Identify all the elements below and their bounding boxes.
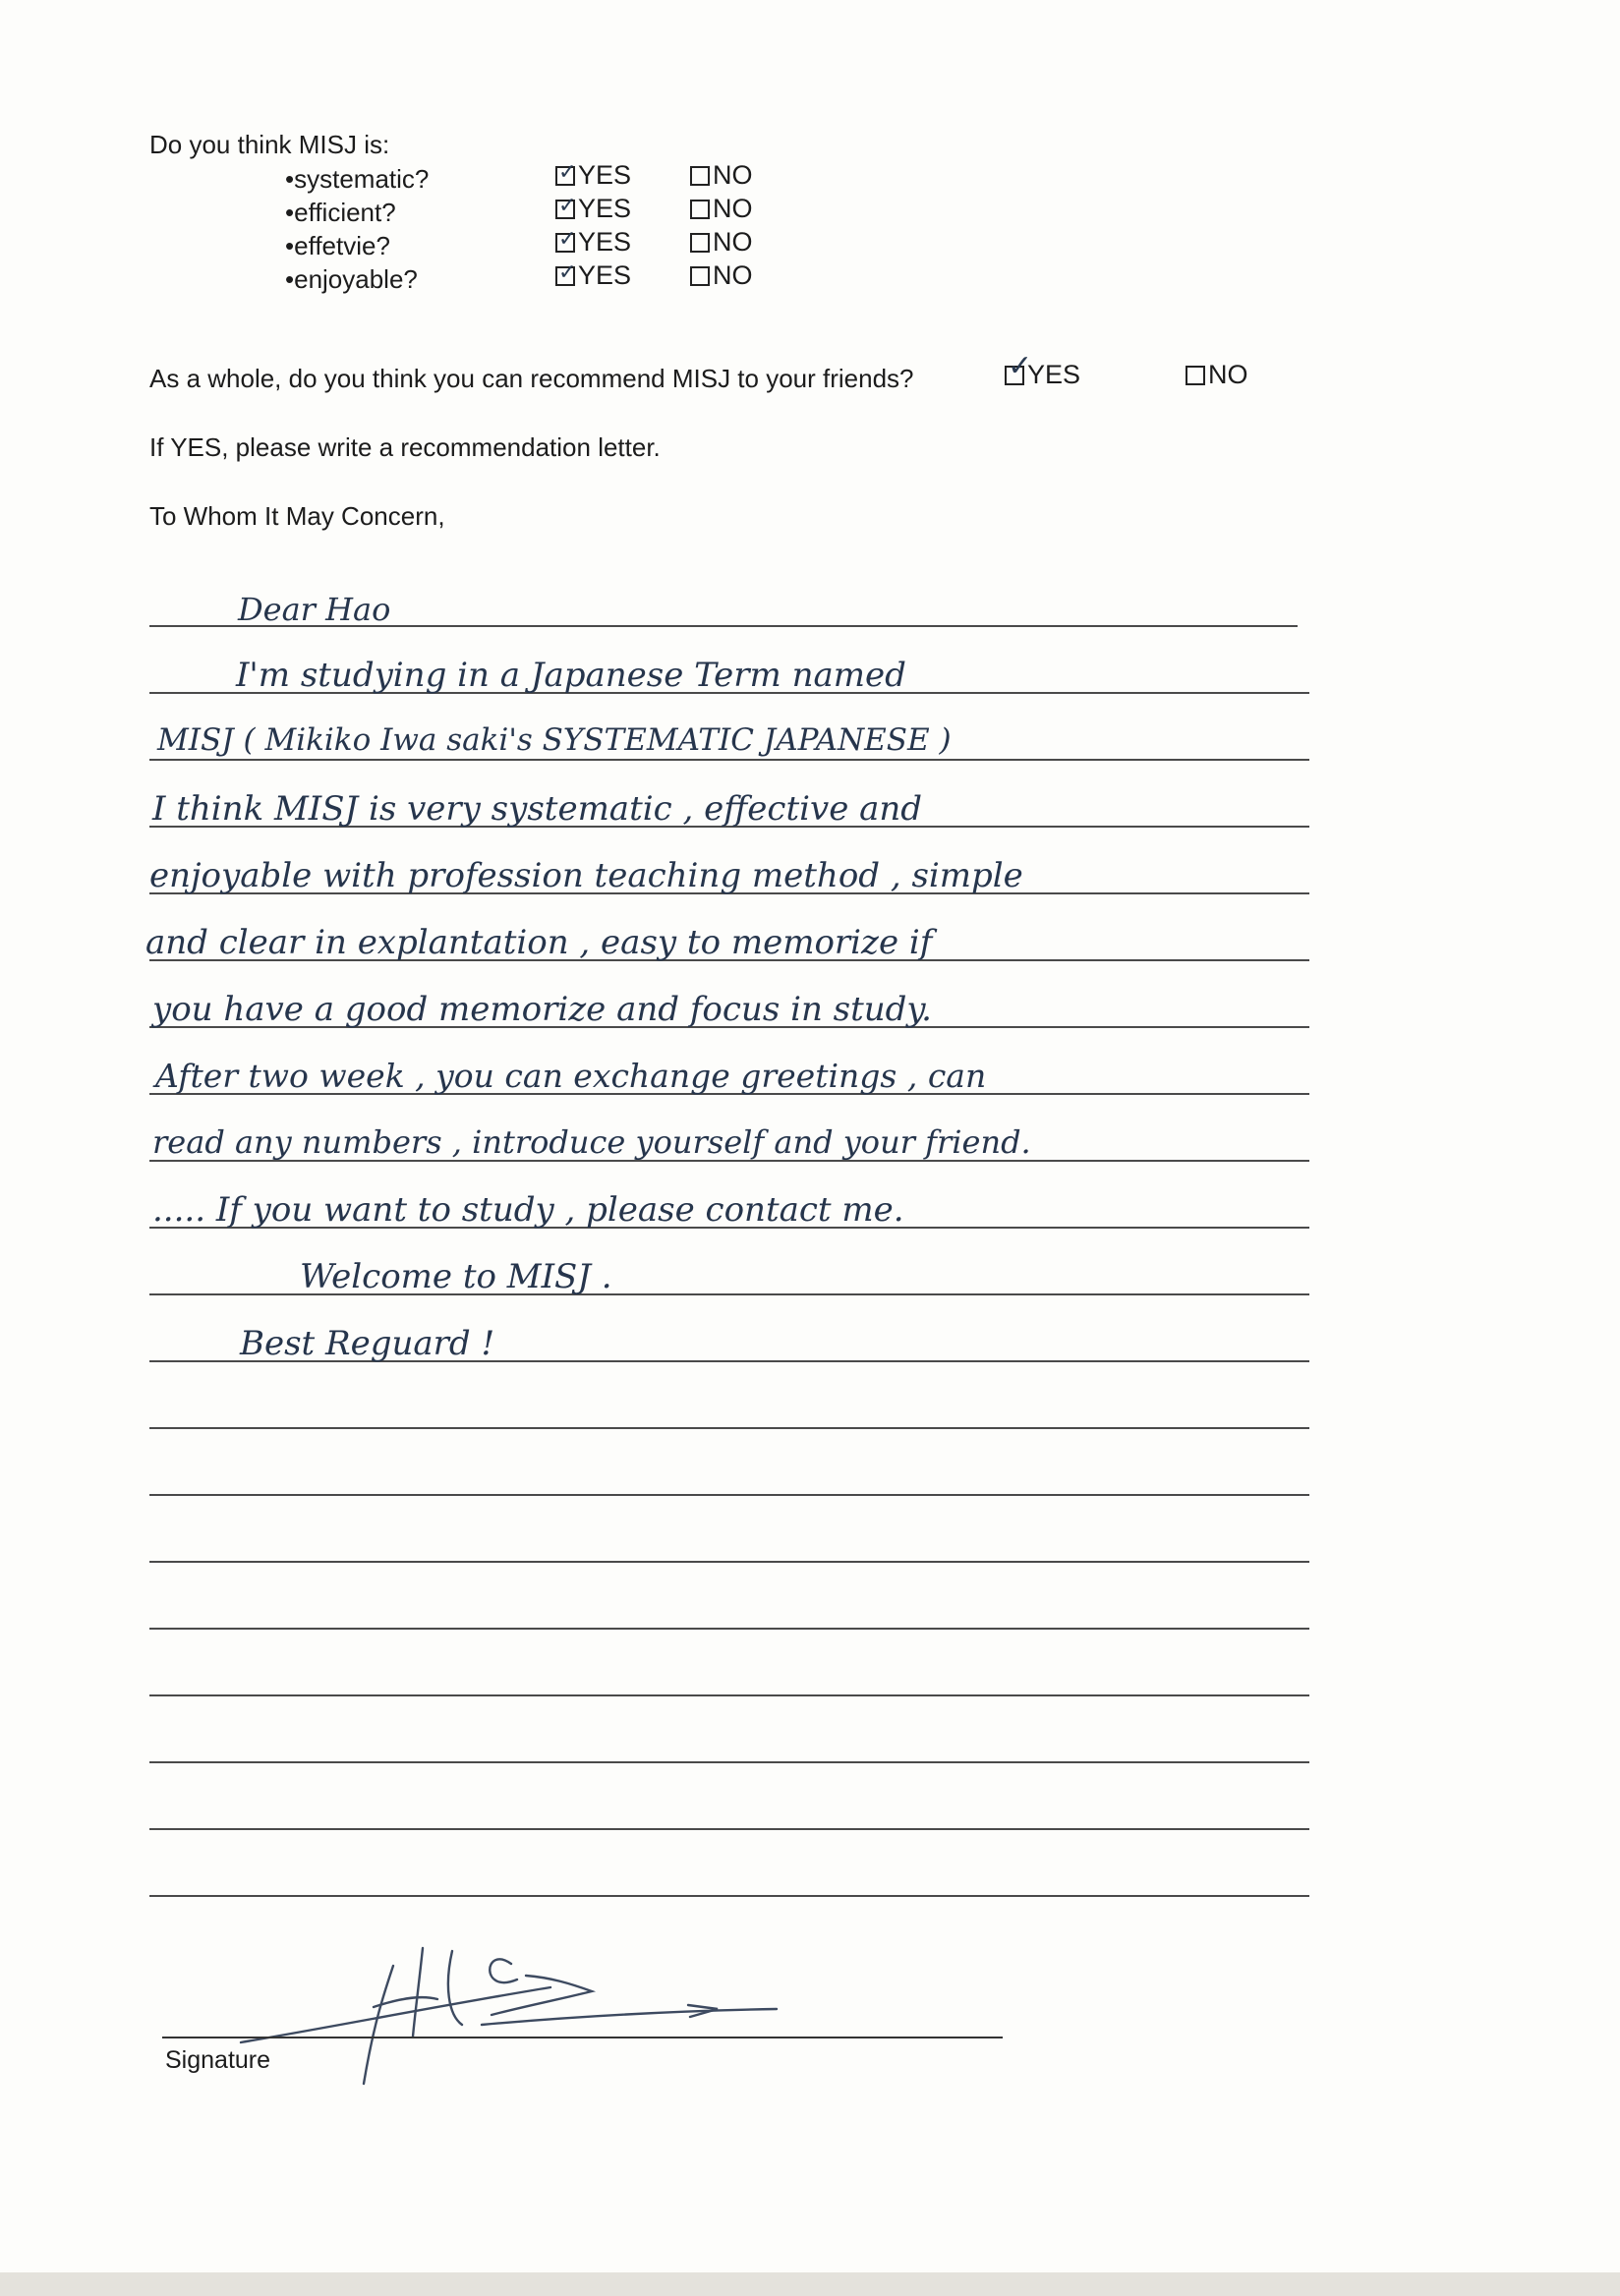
letter-line: you have a good memorize and focus in study. — [152, 990, 932, 1029]
recommend-no-option[interactable] — [1186, 360, 1248, 390]
yes-label: YES — [578, 160, 632, 190]
question-label: •systematic? — [285, 164, 430, 194]
recommend-question: As a whole, do you think you can recommend MISJ to your friends? — [149, 364, 914, 393]
scan-bottom-edge — [0, 2272, 1620, 2296]
checkbox-checked[interactable] — [555, 159, 577, 186]
yes-label: YES — [1027, 360, 1081, 389]
checkbox-unchecked[interactable] — [690, 266, 710, 286]
rule-line — [149, 1494, 1309, 1496]
letter-line: After two week , you can exchange greetings , can — [155, 1057, 987, 1095]
recommend-yes-option[interactable] — [1005, 348, 1081, 390]
checkbox-unchecked[interactable] — [1186, 366, 1205, 385]
no-option[interactable] — [690, 260, 753, 291]
checkbox-checked[interactable] — [555, 226, 577, 253]
checkbox-checked[interactable] — [1005, 348, 1033, 385]
rule-line — [149, 1561, 1309, 1563]
signature-line — [162, 2037, 1003, 2038]
letter-line: Best Reguard ! — [240, 1324, 495, 1363]
no-label: NO — [713, 260, 753, 290]
checkbox-checked[interactable] — [555, 259, 577, 286]
letter-line: Dear Hao — [238, 591, 391, 628]
rule-line — [149, 1628, 1309, 1630]
check-mark-icon: ✓ — [558, 259, 577, 285]
yes-option[interactable] — [555, 194, 631, 224]
letter-line: MISJ ( Mikiko Iwa saki's SYSTEMATIC JAPANESE ) — [157, 722, 952, 758]
no-option[interactable] — [690, 160, 753, 191]
rule-line — [149, 1895, 1309, 1897]
question-label: •effetvie? — [285, 231, 390, 260]
rule-line — [149, 1694, 1309, 1696]
no-label: NO — [713, 227, 753, 257]
letter-line: and clear in explantation , easy to memorize if — [145, 923, 933, 962]
signature-label: Signature — [165, 2046, 271, 2074]
check-mark-icon: ✓ — [558, 226, 577, 252]
letter-line: I think MISJ is very systematic , effective and — [152, 789, 923, 829]
yes-option[interactable] — [555, 160, 631, 191]
letter-line: ..... If you want to study , please contact me. — [152, 1190, 904, 1230]
letter-line: read any numbers , introduce yourself and your friend. — [152, 1123, 1031, 1161]
checkbox-unchecked[interactable] — [690, 166, 710, 186]
yes-label: YES — [578, 260, 632, 290]
yes-label: YES — [578, 227, 632, 257]
survey-intro: Do you think MISJ is: — [149, 130, 390, 159]
yes-label: YES — [578, 194, 632, 223]
check-mark-icon: ✓ — [558, 193, 577, 218]
rule-line — [149, 759, 1309, 761]
instruction-text: If YES, please write a recommendation letter. — [149, 432, 661, 462]
signature-scribble — [226, 1926, 816, 2094]
check-mark-icon: ✓ — [558, 159, 577, 185]
salutation: To Whom It May Concern, — [149, 501, 445, 531]
no-label: NO — [713, 194, 753, 223]
checkbox-unchecked[interactable] — [690, 200, 710, 219]
checkbox-unchecked[interactable] — [690, 233, 710, 253]
no-label: NO — [1208, 360, 1248, 389]
question-label: •efficient? — [285, 198, 396, 227]
rule-line — [149, 1427, 1309, 1429]
yes-option[interactable] — [555, 260, 631, 291]
rule-line — [149, 1761, 1309, 1763]
check-mark-icon: ✓ — [1008, 348, 1033, 383]
letter-line: I'm studying in a Japanese Term named — [236, 656, 906, 695]
rule-line — [149, 1828, 1309, 1830]
letter-line: Welcome to MISJ . — [300, 1257, 612, 1296]
question-label: •enjoyable? — [285, 264, 418, 294]
letter-line: enjoyable with profession teaching method , simple — [149, 856, 1023, 895]
checkbox-checked[interactable] — [555, 193, 577, 219]
yes-option[interactable] — [555, 227, 631, 258]
no-option[interactable] — [690, 194, 753, 224]
no-option[interactable] — [690, 227, 753, 258]
no-label: NO — [713, 160, 753, 190]
